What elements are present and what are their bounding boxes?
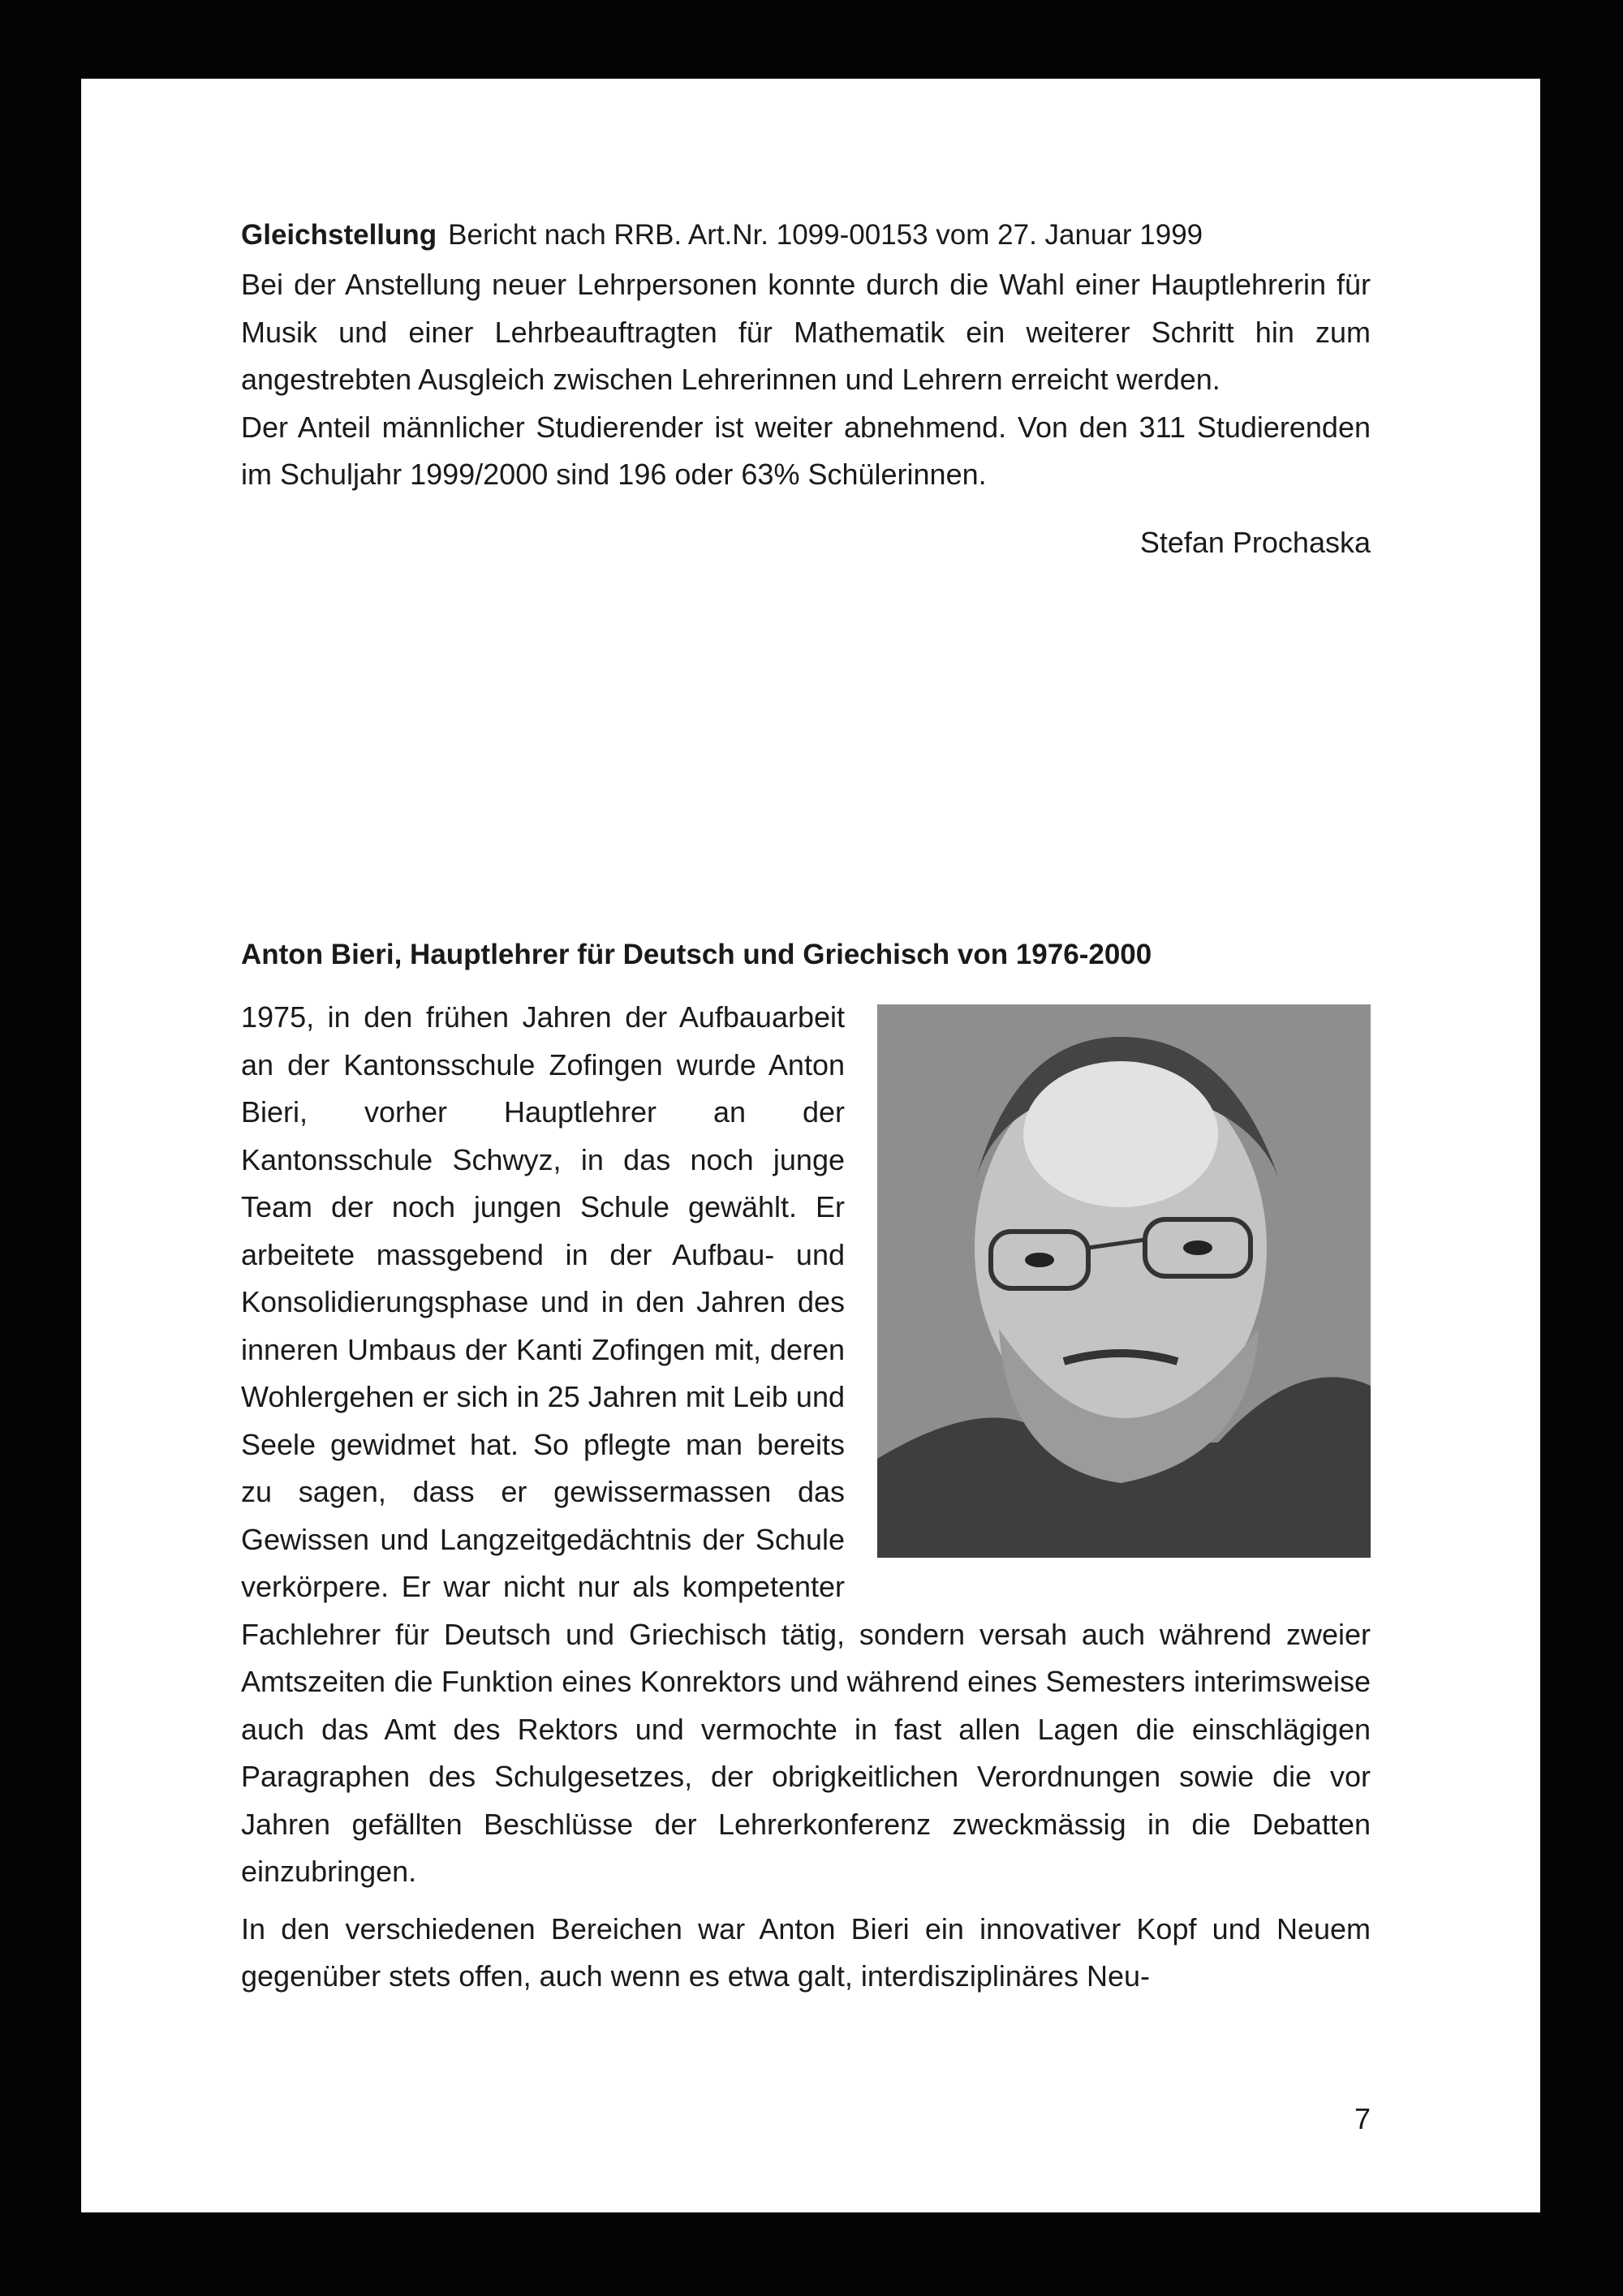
section-heading-anton-bieri: Anton Bieri, Hauptlehrer für Deutsch und Griechisch von 1976-2000 (241, 939, 1152, 970)
gleichstellung-body (241, 261, 1371, 559)
section-title: Gleichstellung (241, 219, 437, 251)
paragraph: In den verschiedenen Bereichen war Anton Bieri ein innovativer Kopf und Neuem gegenüber stets offen, auch wenn es etwa galt, interdisziplinäres Neu- (241, 1911, 1371, 1993)
paragraph: 1975, in den frühen Jahren der Aufbauarbeit an der Kantonsschule Zofingen wurde Anton Bieri, vorher Hauptlehrer an der Kantonsschule Schwyz, in das noch junge Team der noch jungen Schule gewählt. Er arbeitete massgebend in der Aufbau- und Konsolidierungsphase und in den Jahren des inneren Umbaus der Kanti Zofingen mit, deren Wohlergehen er sich in 25 Jahren mit Leib und Seele gewidmet hat. So pflegte man bereits zu sagen, dass er gewissermassen das Gewissen und Langzeitgedächtnis der Schule verkörpere. Er war nicht nur als kompetenter Fachlehrer für Deutsch und Griechisch tätig, sondern versah auch während zweier Amtszeiten die Funktion eines Konrektors und während eines Semesters interimsweise auch das Amt des Rektors und vermochte in fast allen Lagen die einschlägigen Paragraphen des Schulgesetzes, der obrigkeitlichen Verordnungen sowie die vor Jahren gefällten Beschlüsse der Lehrerkonferenz zweckmässig in die Debatten einzubringen. (241, 1000, 1371, 1888)
document-page (81, 79, 1540, 2212)
author-signature: Stefan Prochaska (1139, 525, 1371, 559)
anton-bieri-body (241, 994, 1371, 2001)
page-number: 7 (1354, 2102, 1371, 2135)
portrait-image-icon (877, 1004, 1371, 1558)
section-heading-gleichstellung (241, 212, 1371, 259)
paragraph: Bei der Anstellung neuer Lehrpersonen konnte durch die Wahl einer Hauptlehrerin für Musik und einer Lehrbeauftragten für Mathematik ein weiterer Schritt hin zum angestrebten Ausgleich zwischen Lehrerinnen und Lehrern erreicht werden. (241, 268, 1371, 396)
paragraph: Der Anteil männlicher Studierender ist weiter abnehmend. Von den 311 Studierenden im Schuljahr 1999/2000 sind 196 oder 63% Schülerinnen. (241, 410, 1371, 491)
portrait-photo (877, 1004, 1371, 1558)
section-subtitle: Bericht nach RRB. Art.Nr. 1099-00153 vom 27. Januar 1999 (448, 219, 1203, 251)
